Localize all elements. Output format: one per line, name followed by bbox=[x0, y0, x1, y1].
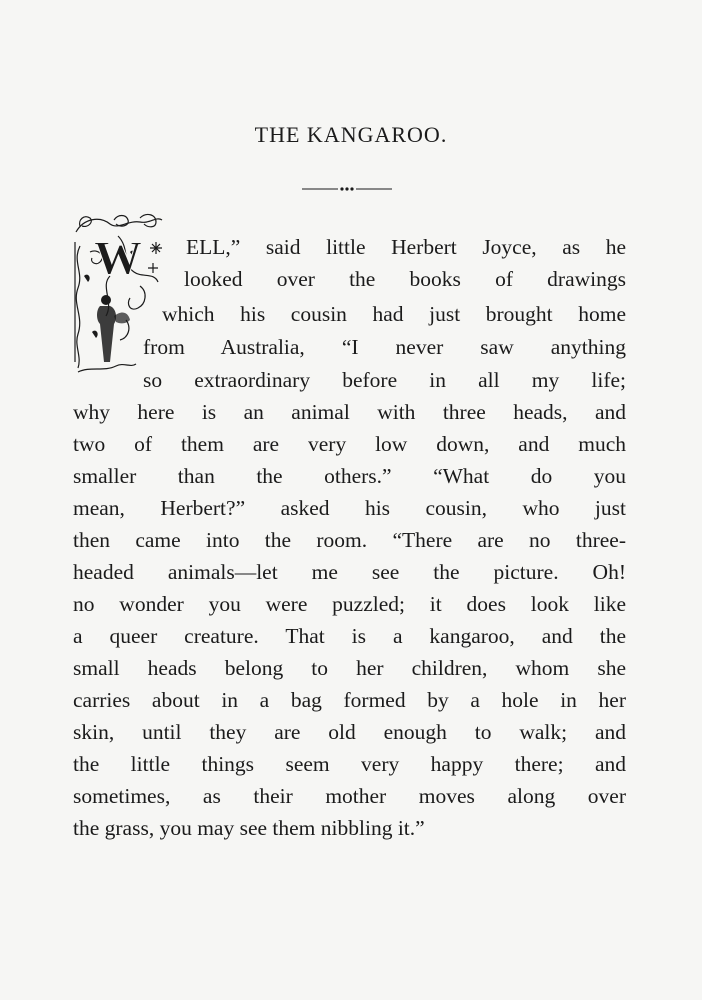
story-line-9: mean, Herbert?” asked his cousin, who just bbox=[73, 496, 626, 520]
page-title: THE KANGAROO. bbox=[254, 122, 448, 147]
story-line-17: the little things seem very happy there; and bbox=[73, 752, 626, 776]
story-line-7: two of them are very low down, and much bbox=[73, 432, 626, 456]
story-line-1: ELL,” said little Herbert Joyce, as he bbox=[186, 235, 626, 259]
ornament-divider bbox=[302, 183, 392, 195]
story-line-16: skin, until they are old enough to walk; and bbox=[73, 720, 626, 744]
story-line-15: carries about in a bag formed by a hole in her bbox=[73, 688, 626, 712]
drop-cap-letter: W bbox=[94, 232, 142, 285]
story-line-13: a queer creature. That is a kangaroo, and the bbox=[73, 624, 626, 648]
story-line-18: sometimes, as their mother moves along over bbox=[73, 784, 626, 808]
story-line-19: the grass, you may see them nibbling it.” bbox=[73, 816, 425, 840]
story-line-8: smaller than the others.” “What do you bbox=[73, 464, 626, 488]
story-line-14: small heads belong to her children, whom she bbox=[73, 656, 626, 680]
story-line-12: no wonder you were puzzled; it does look like bbox=[73, 592, 626, 616]
story-line-5: so extraordinary before in all my life; bbox=[143, 368, 626, 392]
story-line-4: from Australia, “I never saw anything bbox=[143, 335, 626, 359]
story-line-2: looked over the books of drawings bbox=[184, 267, 626, 291]
story-line-11: headed animals—let me see the picture. Oh! bbox=[73, 560, 626, 584]
story-line-10: then came into the room. “There are no three- bbox=[73, 528, 626, 552]
story-line-3: which his cousin had just brought home bbox=[162, 302, 626, 326]
story-line-6: why here is an animal with three heads, and bbox=[73, 400, 626, 424]
